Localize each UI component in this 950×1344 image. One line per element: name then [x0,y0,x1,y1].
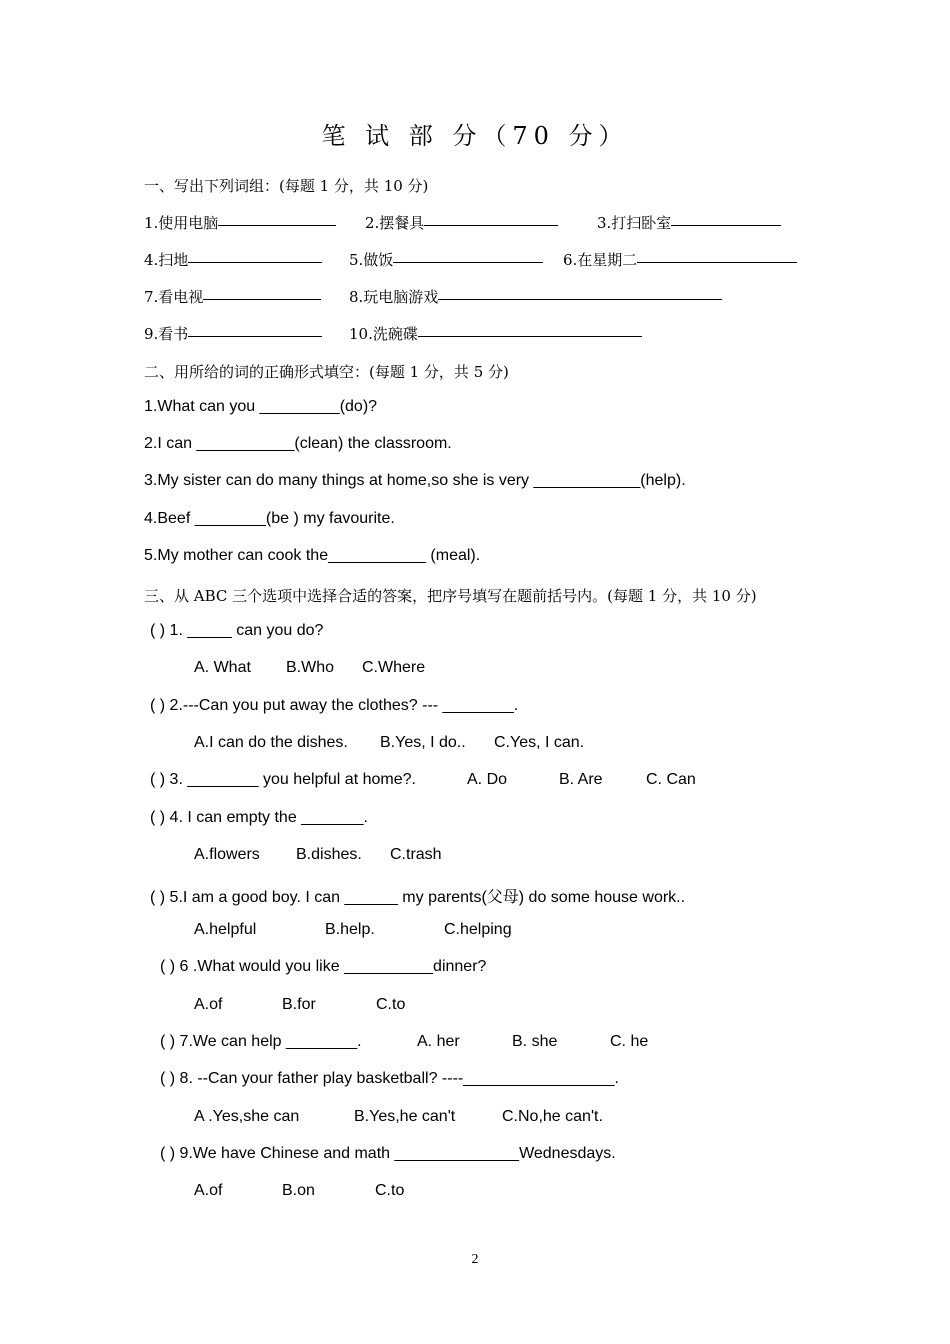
section3-question-7: ( ) 7.We can help ________. [160,1033,362,1050]
section1-item: 10.洗碗碟 [349,323,642,344]
section2-question: 2.I can ___________(clean) the classroom. [144,435,452,452]
section1-item: 9.看书 [144,323,322,344]
section3-heading: 三、从 ABC 三个选项中选择合适的答案，把序号填写在题前括号内。(每题 1 分，共 10 分) [144,587,757,605]
option-c: C. he [610,1033,649,1050]
section1-heading: 一、写出下列词组：(每题 1 分，共 10 分) [144,177,429,195]
section3-question-1: ( ) 1. _____ can you do? [150,622,324,639]
section2-question: 4.Beef ________(be ) my favourite. [144,510,395,527]
option-c: C.Yes, I can. [494,734,585,751]
option-c: C.Where [362,659,426,676]
section1-item: 7.看电视 [144,286,321,307]
section3-question-2: ( ) 2.---Can you put away the clothes? --- ________. [150,697,519,714]
section1-item: 5.做饭 [349,249,543,270]
option-a: A.of [194,996,223,1013]
option-b: B.Who [286,659,335,676]
option-b: B. she [512,1033,558,1050]
page-title: 笔 试 部 分（70 分） [321,122,629,150]
option-c: C.No,he can't. [502,1108,603,1125]
option-a: A.helpful [194,921,257,938]
option-c: C. Can [646,771,696,788]
section1-item: 1.使用电脑 [144,212,336,233]
option-a: A. What [194,659,251,676]
section3-question-4: ( ) 4. I can empty the _______. [150,809,368,826]
section2-heading: 二、用所给的词的正确形式填空：(每题 1 分，共 5 分) [144,363,509,381]
section1-item: 2.摆餐具 [365,212,558,233]
section3-question-8: ( ) 8. --Can your father play basketball? ----_________________. [160,1070,619,1087]
section1-item: 3.打扫卧室 [597,212,781,233]
option-c: C.to [375,1182,405,1199]
section1-item: 8.玩电脑游戏 [349,286,722,307]
section3-question-5: ( ) 5.I am a good boy. I can ______ my parents(父母) do some house work.. [150,889,686,906]
option-a: A .Yes,she can [194,1108,300,1125]
option-c: C.helping [444,921,512,938]
option-a: A.flowers [194,846,260,863]
option-b: B.on [282,1182,315,1199]
section3-question-9: ( ) 9.We have Chinese and math ______________Wednesdays. [160,1145,616,1162]
section1-item: 6.在星期二 [563,249,797,270]
option-b: B.for [282,996,316,1013]
section2-question: 1.What can you _________(do)? [144,398,378,415]
section2-question: 3.My sister can do many things at home,so she is very ____________(help). [144,472,686,489]
option-a: A.I can do the dishes. [194,734,348,751]
option-c: C.to [376,996,406,1013]
option-c: C.trash [390,846,442,863]
section1-item: 4.扫地 [144,249,322,270]
option-b: B.dishes. [296,846,362,863]
section3-question-3: ( ) 3. ________ you helpful at home?. [150,771,416,788]
section2-question: 5.My mother can cook the___________ (meal). [144,547,481,564]
option-a: A.of [194,1182,223,1199]
page-number: 2 [471,1252,479,1267]
option-a: A. her [417,1033,460,1050]
option-a: A. Do [467,771,508,788]
section3-question-6: ( ) 6 .What would you like __________dinner? [160,958,487,975]
option-b: B.Yes,he can't [354,1108,456,1125]
option-b: B. Are [559,771,603,788]
option-b: B.Yes, I do.. [380,734,466,751]
option-b: B.help. [325,921,375,938]
